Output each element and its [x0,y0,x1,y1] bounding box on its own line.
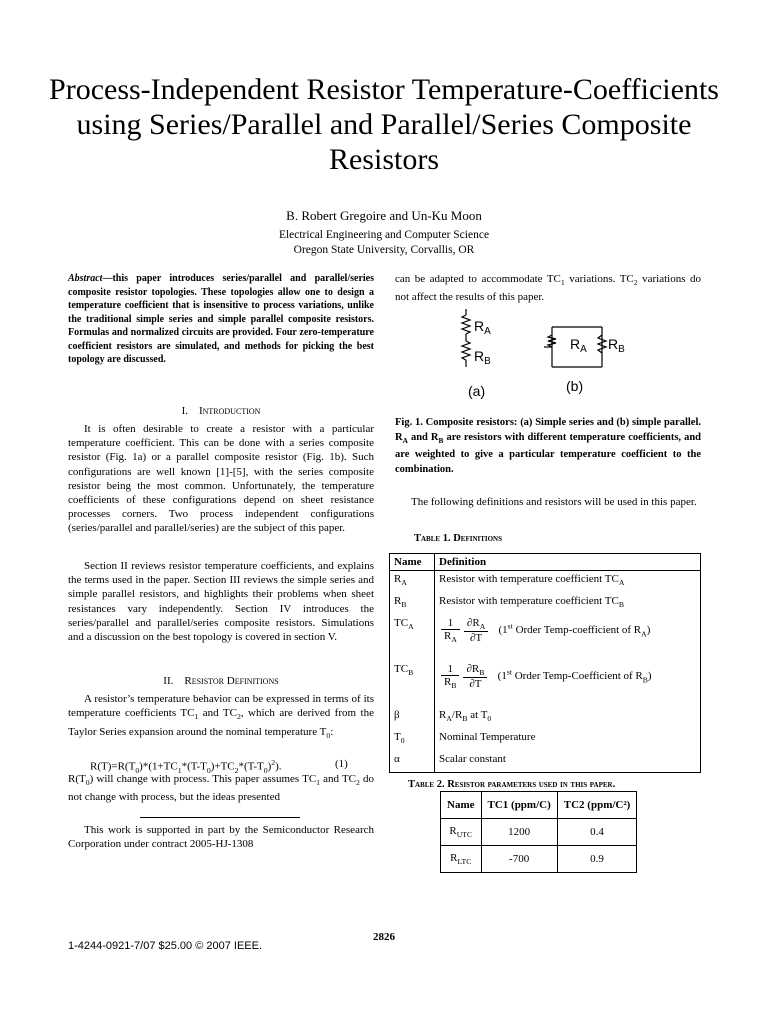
table-1-caption: Table 1. Definitions [414,533,503,544]
section-heading-introduction [68,404,374,418]
abstract-label: Abstract [68,273,103,284]
fraction: $\frac{1}{R_B}$ [441,663,459,690]
figure-1-caption: Fig. 1. Composite resistors: (a) Simple series and (b) simple parallel. $R_A$ and $R_B$ are resistors with different temperature coefficients, and are weighted to give a particular temperature coefficient to the combination. [395,417,701,475]
fig1b-label: (b) [566,378,584,394]
section-heading-definitions [68,674,374,688]
intro-paragraph-1: It is often desirable to create a resistor with a particular temperature coefficient. This can be done with a series composite resistor (Fig. 1a) or a parallel composite resistor (Fig. 1b). Such configurations are well known [1]-[5], with the series composite resistor being the most common. Unfortunately, the temperature coefficients of these configurations depend on sheet resistance processes corners. Two process independent configurations (series/parallel and parallel/series) are the subject of this paper. [68,423,374,535]
header-tc2: TC2 (ppm/C²) [557,792,637,819]
figure-1-circuits [440,305,650,405]
rb-label-b: $R_B$ [608,336,625,355]
ra-label-b: $R_A$ [570,336,587,355]
header-definition: Definition [435,554,701,571]
table-row: $TC_B$ $\frac{1}{R_B}$ $\frac{\partial R_B}{\partial T}$ (1st Order Temp-Coefficient of $R_B$) [390,661,701,707]
rb-label-a: $R_B$ [474,348,491,367]
definitions-paragraph: A resistor’s temperature behavior can be expressed in terms of its temperature coefficients $TC_1$ and $TC_2$, which are derived from the Taylor Series expansion around the nominal temperature $T_0$: [68,693,374,740]
authors: B. Robert Gregoire and Un-Ku Moon [286,208,482,223]
table-header-row [441,792,637,819]
title-line-2: using Series/Parallel and Parallel/Series Composite [76,108,692,141]
intro-paragraph-2: Section II reviews resistor temperature coefficients, and explains the terms used in the paper. Section III reviews the simple series and simple parallel resistors, and highlights their problems when sheet resistances vary independently. Section IV introduces the series/parallel and parallel/series composite resistors. Simulations and a discussion on the best topology is covered in section V. [68,560,374,644]
right-continuation: can be adapted to accommodate $TC_1$ variations. $TC_2$ variations do not affect the results of this paper. [395,273,702,304]
table-row: $R_A$ Resistor with temperature coefficient $TC_A$ [390,571,701,593]
equation-number: (1) [335,758,348,770]
section-title: Introduction [198,405,261,417]
table-row: $TC_A$ $\frac{1}{R_A}$ $\frac{\partial R_A}{\partial T}$ (1st Order Temp-coefficient of $R_A$) [390,615,701,661]
ra-label-a: $R_A$ [474,318,491,337]
header-name: Name [390,554,435,571]
derivative: $\frac{\partial R_B}{\partial T}$ [463,663,487,690]
title-line-1: Process-Independent Resistor Temperature-Coefficients [49,73,719,106]
table-row: $R_B$ Resistor with temperature coefficient $TC_B$ [390,593,701,615]
footnote-divider [140,817,300,818]
definitions-intro: The following definitions and resistors will be used in this paper. [411,496,697,508]
affiliation-line-1: Electrical Engineering and Computer Science [278,229,490,241]
affiliation-line-2: Oregon State University, Corvallis, OR [293,244,475,256]
header-tc1: TC1 (ppm/C) [481,792,557,819]
table-row: $T_0$ Nominal Temperature [390,729,701,751]
section-number: II. [163,675,174,687]
abstract-text: —this paper introduces series/parallel and parallel/series composite resistor topologies. These topologies allow one to design a temperature coefficient that is insensitive to process variations, unlike the traditional simple series and simple parallel composite resistors. Formulas and normalized circuits are provided. Four zero-temperature coefficient resistors are simulated, and methods for picking the best topology are discussed. [68,273,374,365]
table-row: α Scalar constant [390,751,701,773]
copyright-footer: 1-4244-0921-7/07 $25.00 © 2007 IEEE. [68,940,263,952]
fraction: $\frac{1}{R_A}$ [441,617,460,644]
table-header-row [390,554,701,571]
section-title: Resistor Definitions [184,675,279,687]
definitions-table [389,553,701,773]
table-2-caption: Table 2. Resistor parameters used in this paper. [408,779,616,790]
footnote: This work is supported in part by the Semiconductor Research Corporation under contract 2005-HJ-1308 [68,824,374,851]
series-resistor-diagram [462,309,470,367]
abstract [68,272,374,367]
page-number: 2826 [373,931,395,943]
table-row: $R_{UTC}$ 1200 0.4 [441,819,637,846]
fig1a-label: (a) [468,383,486,399]
header-name: Name [441,792,482,819]
title-line-3: Resistors [328,143,439,176]
section-number: I. [181,405,188,417]
resistor-parameters-table [440,791,637,873]
equation-1: $R(T)=R(T_0)*(1+TC_1*(T-T_0)+TC_2*(T-T_0)^2)$. [90,758,282,775]
paper-title [0,72,768,177]
definitions-paragraph-2: $R(T_0)$ will change with process. This paper assumes $TC_1$ and $TC_2$ do not change with process, but the ideas presented [68,773,375,804]
table-row: $R_{LTC}$ -700 0.9 [441,846,637,873]
table-row: β $R_A/R_B$ at $T_0$ [390,707,701,729]
derivative: $\frac{\partial R_A}{\partial T}$ [464,617,488,644]
